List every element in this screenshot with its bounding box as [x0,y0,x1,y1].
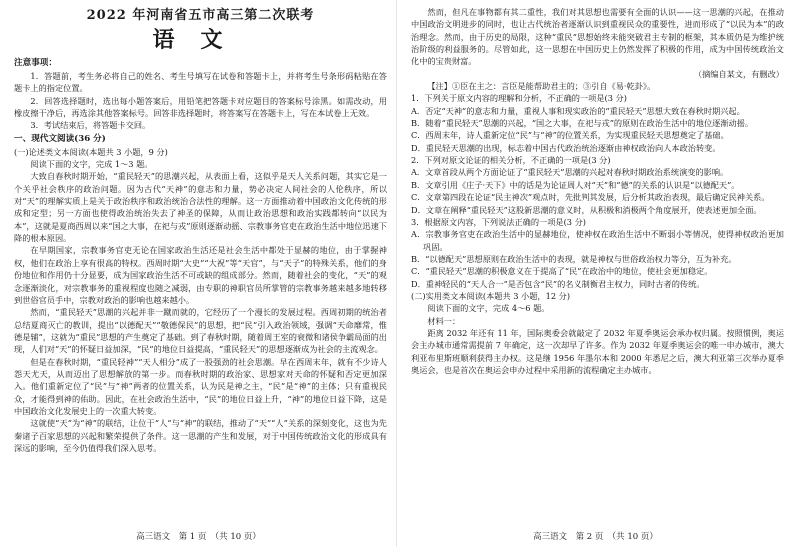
reading-instruction: 阅读下面的文字，完成 4～6 题。 [427,303,550,314]
passage-paragraph: 但是在春秋时期，“重民轻神”“天人相分”成了一股强劲的社会思潮。早在西周末年，就有不少诗人怨天尤天，从而迈出了思想解放的第一步。而春秋时期的政治家、思想家对天命的怀疑和否定更加深入。他们重新定位了“民”与“神”两者的位置关系，认为民是神之主，“民”是“神”的主体；只有重视民众，才能得到神的佑助。因此，在社会政治生活中，“民”的地位日益上升，“神”的地位日益下降，这是中国政治文化发展史上的一次重大转变。 [14,356,387,416]
question-option: D．重神轻民的“天人合一”是否包含“民”的名义制衡君主权力，同时古者的传统。 [411,278,705,289]
page-2-content [411,6,784,527]
notice-heading: 注意事项： [14,58,57,68]
question-option: B．随着“重民轻天”思潮的兴起，“国之大事，在祀与戎”的原则在政治生活中的地位逐渐动摇。 [411,118,754,129]
question-option: A．宗教事务官吏在政治生活中的显赫地位，使神权在政治生活中不断弱小等情况，使得神权政治更加巩固。 [411,229,784,252]
section-heading: 一、现代文阅读(36 分) [14,133,106,144]
notice-item: 2．回答选择题时，选出每小题答案后，用铅笔把答题卡对应题目的答案标号涂黑。如需改动，用橡皮擦干净后，再选涂其他答案标号。回答非选择题时，将答案写在答题卡上，写在本试卷上无效。 [14,95,387,119]
passage-paragraph: 大致自春秋时期开始，“重民轻天”的思潮兴起，从表面上看，这似乎是天人关系问题，其实它是一个关乎社会秩序的政治问题。因为古代“天神”的意志和力量，势必决定人间社会的人伦秩序，所以对“天”的理解实质上是关于政治秩序和政治统治合法性的理解。这一方面推动着中国政治文化传统的形成和定型；另一方面也使得政治统治失去了神圣的保障，从而让政治思想和政治实践都转向“以民为本”，这就是夏商西周以来“国之大事，在祀与戎”原则逐渐动摇、宗教事务官吏在政治生活中地位迅速下降的根本原因。 [14,171,387,244]
page-footer: 高三语文 第 2 页 （共 10 页） [533,532,658,542]
question-option: C．西周末年，诗人重新定位“民”与“神”的位置关系，为实现重民轻天思想奠定了基础。 [411,130,729,141]
question-option: A．否定“天神”的意志和力量，重视人事和现实政治的“重民轻天”思想大致在春秋时期兴起。 [411,105,745,116]
question-option: C．“重民轻天”思潮的积极意义在于提高了“民”在政治中的地位，使社会更加稳定。 [411,266,713,277]
question-2-stem: 2．下列对原文论证的相关分析，不正确的一项是(3 分) [411,155,611,166]
exam-page-2 [397,0,794,547]
notice-item: 1．答题前，考生务必将自己的姓名、考生号填写在试卷和答题卡上，并将考生号条形码粘贴在答题卡上的指定位置。 [14,71,387,94]
page-1-content [14,6,387,527]
question-3-stem: 3．根据原文内容，下列说法正确的一项是(3 分) [411,216,586,227]
passage-paragraph: 然而，“重民轻天”思潮的兴起并非一蹴而就的，它经历了一个漫长的发展过程。西周初期的统治者总结夏商灭亡的教训，提出“以德配天”“敬德保民”的思想，把“民”引入政治领域，强调“天命靡常，惟德是辅”，这就为“重民”思想的产生奠定了基础。到了春秋时期，随着周王室的衰微和诸侯争霸局面的出现，人们对“天”的怀疑日益加深，“民”的地位日益提高，“重民轻天”的思想逐渐成为社会的主流观念。 [14,307,387,355]
material-paragraph: 距离 2032 年还有 11 年，国际奥委会就敲定了 2032 年夏季奥运会承办权归属。按照惯例，奥运会主办城市通常需提前 7 年确定，这一次却早了许多。作为 2032 年夏季奥运会的唯一申办城市，澳大利亚布里斯班顺利获得主办权。这是继 1956 年墨尔本和 2000 年悉尼之后，澳大利亚第三次举办夏季奥运会，也是首次在奥运会申办过程中采用新的流程确定主办城市。 [411,327,784,375]
reading-instruction: 阅读下面的文字，完成 1～3 题。 [30,159,153,170]
page-footer: 高三语文 第 1 页 （共 10 页） [136,532,261,542]
passage-paragraph: 然而，但凡在事物都有其二重性，我们对其思想也需要有全面的认识——这一思潮的兴起，在推动中国政治文明进步的同时，也让古代统治者逐渐认识到重视民众的重要性，进而形成了“以民为本”的政治理念。然而，由于历史的局限，这种“重民”思想始终未能突破君主专制的框架，其本质仍是为维护统治阶级的利益服务的。尽管如此，这一思想在中国历史上仍然发挥了积极的作用，成为中国传统政治文化中的宝贵财富。 [411,7,784,67]
question-option: D．重民轻天思潮的出现，标志着中国古代政治统治逐渐由神权政治向人本政治转变。 [411,142,721,153]
material-heading: 材料一： [427,315,461,326]
source-note: （摘编自某文，有删改） [693,68,784,79]
passage-paragraph: 在早期国家，宗教事务官吏无论在国家政治生活还是社会生活中都处于显赫的地位，由于掌握神权，他们在政治上享有很高的特权。西周时期“大史”“大祝”等“天官”，与“天子”的特殊关系，他们的身份地位和作用仍十分显要，成为国家政治生活不可或缺的组成部分。然而，随着社会的变化，“天”的观念逐渐淡化，对宗教事务的重视程度也随之减弱，由专职的神职官员所掌管的宗教事务越来越多地转移到世俗官员手中，宗教对政治的影响也越来越小。 [14,245,387,305]
question-option: D．文章在阐释“重民轻天”这股新思潮的意义时，从积极和消极两个角度展开，使表述更加全面。 [411,204,762,215]
question-1-stem: 1．下列关于原文内容的理解和分析，不正确的一项是(3 分) [411,93,627,104]
passage-paragraph: 这就使“天”为“神”的联结，让位于“人”与“神”的联结，推动了“天”“人”关系的深刻变化，这也为先秦诸子百家思想的兴起和繁荣提供了条件。这一思潮的产生和发展，对于中国传统政治文化的形成具有深远的影响，至今仍值得我们深入思考。 [14,418,387,453]
subject-title: 语文 [152,27,249,53]
footnote: 【注】①臣在主之：言臣是能帮助君主的；③引自《易·乾卦》。 [427,81,656,92]
question-option: B．“以德配天”思想原则在政治生活中的表现，就是神权与世俗政治权力等分，互为补充。 [411,253,737,264]
subsection-heading: (二)实用类文本阅读(本题共 3 小题，12 分) [411,290,571,301]
exam-title: 2022 年河南省五市高三第二次联考 [86,8,315,23]
question-option: A．文章首段从两个方面论证了“重民轻天”思潮的兴起对春秋时期政治系统演变的影响。 [411,167,729,178]
subsection-heading: (一)论述类文本阅读(本题共 3 小题，9 分) [14,146,168,157]
question-option: C．文章第四段在论证“民主神次”观点时，先批判其发展，后分析其政治表现，最后确定民神关系。 [411,192,770,203]
notice-item: 3．考试结束后，将答题卡交回。 [30,120,151,131]
question-option: B．文章引用《庄子·天下》中的话是为论证周人对“天”和“德”的关系的认识是“以德配天”。 [411,179,740,190]
